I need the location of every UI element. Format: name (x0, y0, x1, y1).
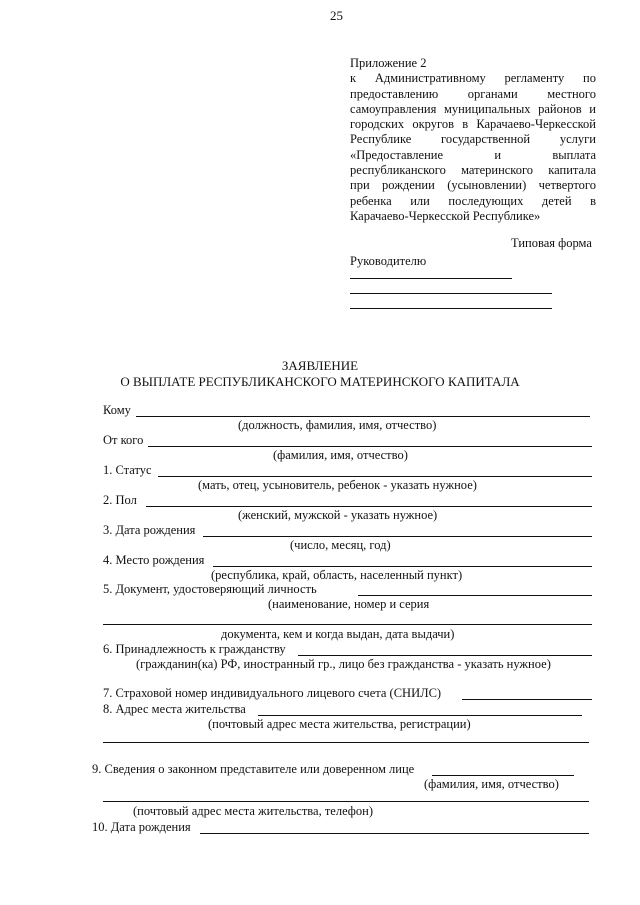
field-sex-label: 2. Пол (103, 493, 137, 507)
appendix-line: Карачаево-Черкесской Республике» (350, 208, 541, 223)
field-from-line[interactable] (148, 446, 592, 447)
field-citizenship-line[interactable] (298, 655, 592, 656)
field-to-line[interactable] (136, 416, 590, 417)
appendix-line: городских округов в Карачаево-Черкесской (350, 117, 596, 132)
field-birth-date-hint: (число, месяц, год) (290, 538, 391, 552)
field-address-line-2[interactable] (103, 742, 589, 743)
field-birth-place-label: 4. Место рождения (103, 553, 205, 567)
field-to-label: Кому (103, 403, 131, 417)
heading-title: ЗАЯВЛЕНИЕ (281, 358, 359, 373)
field-address-line[interactable] (258, 715, 582, 716)
field-citizenship-hint: (гражданин(ка) РФ, иностранный гр., лицо без гражданства - указать нужное) (136, 657, 551, 671)
form-type-label: Типовая форма (511, 236, 592, 250)
appendix-line: при рождении (усыновлении) четвертого (350, 178, 596, 193)
heading-subtitle: О ВЫПЛАТЕ РЕСПУБЛИКАНСКОГО МАТЕРИНСКОГО КАПИТАЛА (120, 374, 520, 389)
field-snils-label: 7. Страховой номер индивидуального лицевого счета (СНИЛС) (103, 686, 442, 700)
addressee-line-3[interactable] (350, 308, 552, 309)
field-to-hint: (должность, фамилия, имя, отчество) (238, 418, 437, 432)
field-address-hint: (почтовый адрес места жительства, регистрации) (208, 717, 471, 731)
field-from-hint: (фамилия, имя, отчество) (273, 448, 408, 462)
appendix-line: республиканского материнского капитала (350, 163, 596, 178)
field-identity-doc-line-2[interactable] (103, 624, 592, 625)
appendix-line: предоставлению органами местного (350, 86, 596, 101)
field-snils-line[interactable] (462, 699, 592, 700)
field-sex-line[interactable] (146, 506, 592, 507)
appendix-title: Приложение 2 (350, 56, 427, 70)
field-citizenship-label: 6. Принадлежность к гражданству (103, 642, 286, 656)
appendix-block (350, 56, 596, 224)
field-birth-date-line[interactable] (203, 536, 592, 537)
field-representative-line[interactable] (432, 775, 574, 776)
field-birth-place-hint: (республика, край, область, населенный пункт) (211, 568, 463, 582)
addressee-line-1[interactable] (350, 278, 512, 279)
field-identity-doc-label: 5. Документ, удостоверяющий личность (103, 582, 317, 596)
field-status-hint: (мать, отец, усыновитель, ребенок - указать нужное) (198, 478, 477, 492)
addressee-line-2[interactable] (350, 293, 552, 294)
page-number: 25 (330, 8, 343, 23)
field-status-label: 1. Статус (103, 463, 152, 477)
field-sex-hint: (женский, мужской - указать нужное) (238, 508, 438, 522)
field-representative-hint-2: (почтовый адрес места жительства, телефон) (133, 804, 373, 818)
appendix-line: «Предоставление и выплата (350, 147, 596, 162)
field-rep-birth-date-line[interactable] (200, 833, 589, 834)
field-identity-doc-line[interactable] (358, 595, 592, 596)
field-birth-place-line[interactable] (213, 566, 592, 567)
addressee-label: Руководителю (350, 254, 427, 268)
field-representative-line-2[interactable] (103, 801, 589, 802)
field-birth-date-label: 3. Дата рождения (103, 523, 196, 537)
field-representative-hint: (фамилия, имя, отчество) (424, 777, 559, 791)
appendix-line: к Административному регламенту по (350, 71, 596, 86)
field-representative-label: 9. Сведения о законном представителе или доверенном лице (92, 762, 415, 776)
appendix-line: самоуправления муниципальных районов и (350, 101, 596, 116)
appendix-line: Республике государственной услуги (350, 132, 596, 147)
field-identity-doc-hint-2: документа, кем и когда выдан, дата выдачи) (221, 627, 455, 641)
field-address-label: 8. Адрес места жительства (103, 702, 246, 716)
field-from-label: От кого (103, 433, 144, 447)
field-rep-birth-date-label: 10. Дата рождения (92, 820, 191, 834)
appendix-line: ребенка или последующих детей в (350, 193, 596, 208)
field-identity-doc-hint: (наименование, номер и серия (268, 597, 430, 611)
field-status-line[interactable] (158, 476, 592, 477)
